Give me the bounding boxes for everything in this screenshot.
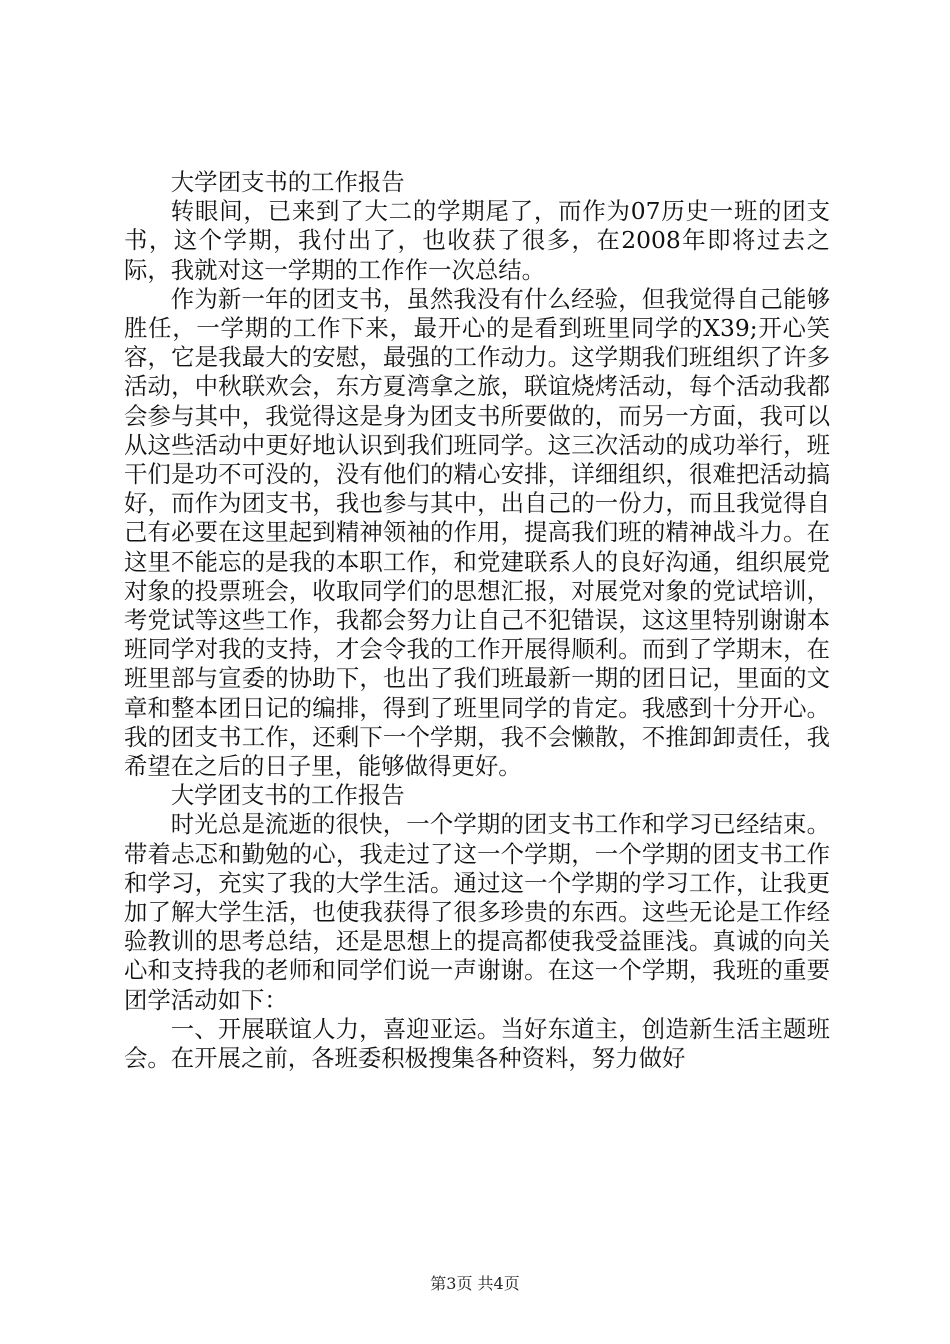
paragraph: 一、开展联谊人力，喜迎亚运。当好东道主，创造新生活主题班会。在开展之前，各班委积极搜集各种资料，努力做好 — [124, 1014, 830, 1073]
section-title: 大学团支书的工作报告 — [170, 168, 405, 196]
document-body — [124, 168, 830, 1073]
paragraph: 作为新一年的团支书，虽然我没有什么经验，但我觉得自己能够胜任，一学期的工作下来，最开心的是看到班里同学的X39;开心笑容，它是我最大的安慰，最强的工作动力。这学期我们班组织了许多活动，中秋联欢会，东方夏湾拿之旅，联谊烧烤活动，每个活动我都会参与其中，我觉得这是身为团支书所要做的，而另一方面，我可以从这些活动中更好地认识到我们班同学。这三次活动的成功举行，班干们是功不可没的，没有他们的精心安排，详细组织，很难把活动搞好，而作为团支书，我也参与其中，出自己的一份力，而且我觉得自己有必要在这里起到精神领袖的作用，提高我们班的精神战斗力。在这里不能忘的是我的本职工作，和党建联系人的良好沟通，组织展党对象的投票班会，收取同学们的思想汇报，对展党对象的党试培训，考党试等这些工作，我都会努力让自己不犯错误，这这里特别谢谢本班同学对我的支持，才会令我的工作开展得顺利。而到了学期末，在班里部与宣委的协助下，也出了我们班最新一期的团日记，里面的文章和整本团日记的编排，得到了班里同学的肯定。我感到十分开心。我的团支书工作，还剩下一个学期，我不会懒散，不推卸卸责任，我希望在之后的日子里，能够做得更好。 — [124, 284, 830, 781]
section-title: 大学团支书的工作报告 — [170, 781, 405, 810]
paragraph: 转眼间，已来到了大二的学期尾了，而作为07历史一班的团支书，这个学期，我付出了，也收获了很多，在2008年即将过去之际，我就对这一学期的工作作一次总结。 — [124, 197, 830, 284]
paragraph: 时光总是流逝的很快，一个学期的团支书工作和学习已经结束。带着忐忑和勤勉的心，我走过了这一个学期，一个学期的团支书工作和学习，充实了我的大学生活。通过这一个学期的学习工作，让我更加了解大学生活，也使我获得了很多珍贵的东西。这些无论是工作经验教训的思考总结，还是思想上的提高都使我受益匪浅。真诚的向关心和支持我的老师和同学们说一声谢谢。在这一个学期，我班的重要团学活动如下： — [124, 810, 830, 1014]
page-number: 第3页 共4页 — [430, 1274, 520, 1293]
